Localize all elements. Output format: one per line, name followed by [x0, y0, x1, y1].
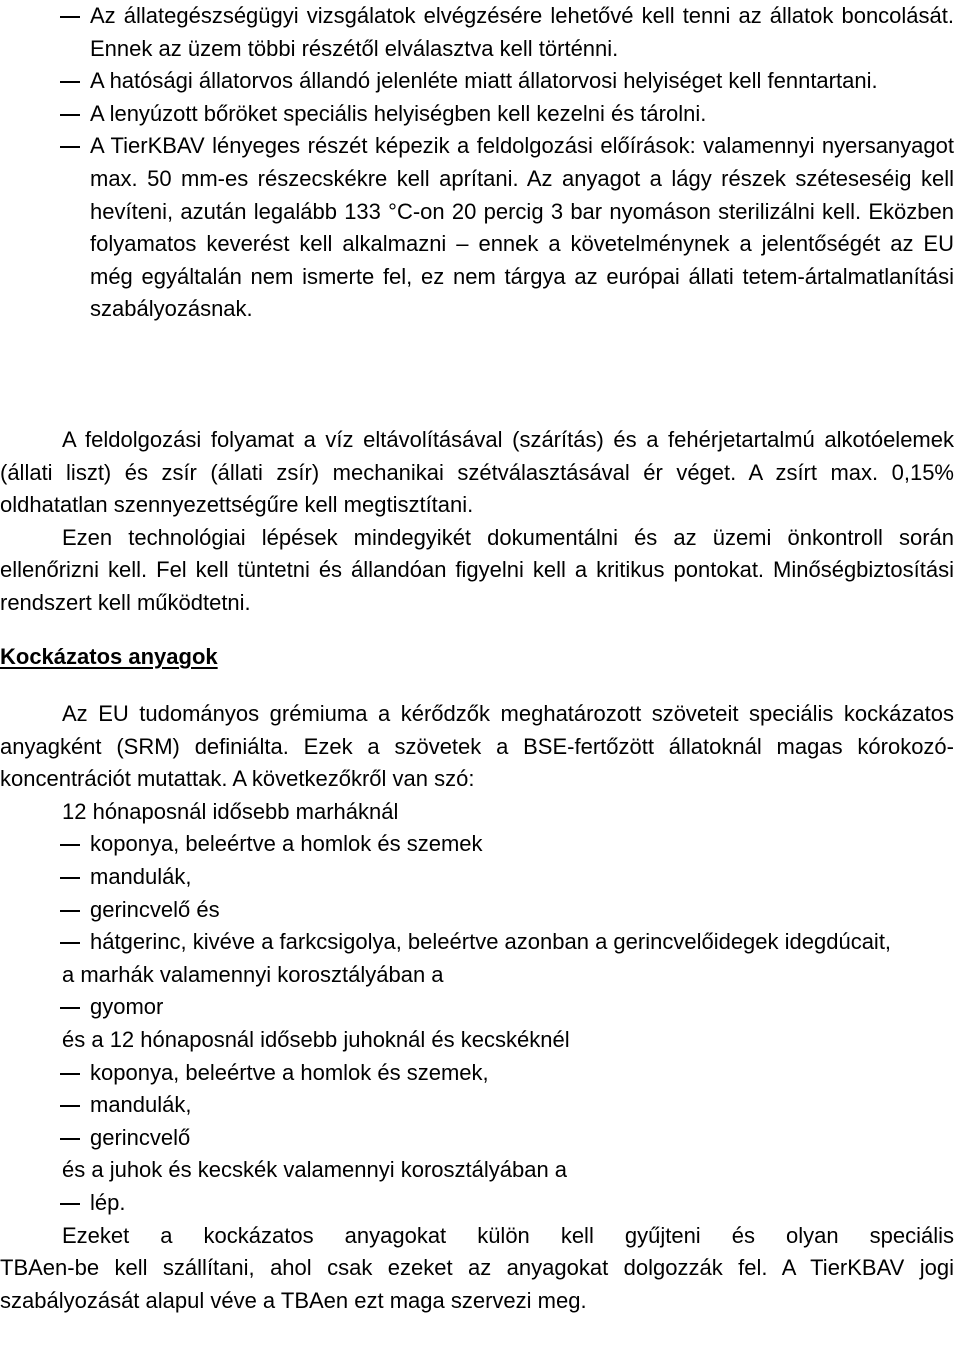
risk-material-section — [0, 698, 954, 1317]
dash-bullet-icon — [60, 1073, 80, 1075]
process-section — [0, 424, 954, 620]
dash-bullet-icon — [60, 844, 80, 846]
top-bullet-list — [0, 0, 954, 326]
list-item: koponya, beleértve a homlok és szemek, — [0, 1057, 954, 1090]
dash-bullet-icon — [60, 81, 80, 83]
collection-paragraph-first-line: Ezeket a kockázatos anyagokat külön kell gyűjteni és olyan speciális — [62, 1222, 954, 1248]
section-heading-block — [0, 641, 954, 674]
srm-paragraph: Az EU tudományos grémiuma a kérődzők meghatározott szöveteit speciális kockázatos anyagként (SRM) definiálta. Ezek a szövetek a BSE-fertőzött állatoknál magas kórokozó-koncentrációt mutattak. A következőkről van szó: — [0, 701, 954, 792]
dash-bullet-icon — [60, 910, 80, 912]
list-item: gyomor — [0, 991, 954, 1024]
dash-bullet-icon — [60, 16, 80, 18]
list-item: gerincvelő és — [0, 894, 954, 927]
section-heading: Kockázatos anyagok — [0, 644, 218, 669]
dash-bullet-icon — [60, 942, 80, 944]
dash-bullet-icon — [60, 1138, 80, 1140]
cattle-all-label: a marhák valamennyi korosztályában a — [62, 961, 444, 987]
sheep-all-label: és a juhok és kecskék valamennyi korosztályában a — [62, 1157, 568, 1183]
list-item: gerincvelő — [0, 1122, 954, 1155]
documentation-paragraph: Ezen technológiai lépések mindegyikét dokumentálni és az üzemi önkontroll során ellenőrizni kell. Fel kell tüntetni és állandóan figyelni kell a kritikus pontokat. Minőségbiztosítási rendszert kell működtetni. — [0, 524, 954, 615]
dash-bullet-icon — [60, 1105, 80, 1107]
dash-bullet-icon — [60, 114, 80, 116]
dash-bullet-icon — [60, 1203, 80, 1205]
cattle-12m-label: 12 hónaposnál idősebb marháknál — [62, 798, 399, 824]
list-item: Az állategészségügyi vizsgálatok elvégzésére lehetővé kell tenni az állatok boncolását. Ennek az üzem többi részétől elválasztva kell történni. — [0, 0, 954, 65]
list-item: mandulák, — [0, 1089, 954, 1122]
list-item: A TierKBAV lényeges részét képezik a feldolgozási előírások: valamennyi nyersanyagot max. 50 mm-es részecskékre kell aprítani. Az anyagot a lágy részek széteseséig kell hevíteni, azután legalább 133 °C-on 20 percig 3 bar nyomáson sterilizálni kell. Eközben folyamatos keverést kell alkalmazni – ennek a követelménynek a jelentőségét az EU még egyáltalán nem ismerte fel, ez nem tárgya az európai állati tetem-ártalmatlanítási szabályozásnak. — [0, 130, 954, 326]
dash-bullet-icon — [60, 877, 80, 879]
list-item: koponya, beleértve a homlok és szemek — [0, 828, 954, 861]
list-item: mandulák, — [0, 861, 954, 894]
list-item: hátgerinc, kivéve a farkcsigolya, beleértve azonban a gerincvelőidegek idegdúcait, — [0, 926, 954, 959]
dash-bullet-icon — [60, 1007, 80, 1009]
collection-paragraph-rest: TBAen-be kell szállítani, ahol csak ezeket az anyagokat dolgozzák fel. A TierKBAV jogi szabályozását alapul véve a TBAen ezt maga szervezi meg. — [0, 1255, 954, 1313]
sheep-12m-label: és a 12 hónaposnál idősebb juhoknál és kecskéknél — [62, 1026, 570, 1052]
process-paragraph: A feldolgozási folyamat a víz eltávolításával (szárítás) és a fehérjetartalmú alkotóelemek (állati liszt) és zsír (állati zsír) mechanikai szétválasztásával ér véget. A zsírt max. 0,15% oldhatatlan szennyezettségűre kell megtisztítani. — [0, 427, 954, 518]
dash-bullet-icon — [60, 146, 80, 148]
list-item: lép. — [0, 1187, 954, 1220]
list-item: A lenyúzott bőröket speciális helyiségben kell kezelni és tárolni. — [0, 98, 954, 131]
list-item: A hatósági állatorvos állandó jelenléte miatt állatorvosi helyiséget kell fenntartani. — [0, 65, 954, 98]
